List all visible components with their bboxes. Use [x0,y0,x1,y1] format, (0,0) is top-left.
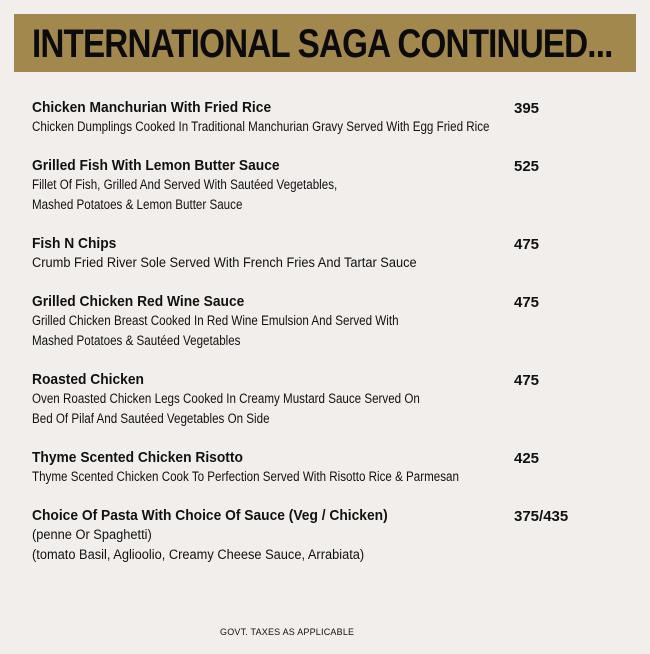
page-title: INTERNATIONAL SAGA CONTINUED... [32,22,613,66]
item-name: Fish N Chips [32,235,117,252]
item-description: (tomato Basil, Aglioolio, Creamy Cheese Sauce, Arrabiata) [32,547,365,562]
title-banner [14,14,636,72]
item-name: Chicken Manchurian With Fried Rice [32,99,272,116]
item-description: Bed Of Pilaf And Sautéed Vegetables On Side [32,411,270,426]
item-price: 475 [514,372,540,389]
item-price: 425 [514,450,540,467]
item-price: 375/435 [514,508,569,525]
item-description: Grilled Chicken Breast Cooked In Red Wine Emulsion And Served With [32,313,399,328]
item-description: Chicken Dumplings Cooked In Traditional Manchurian Gravy Served With Egg Fried Rice [32,119,490,134]
item-description: Mashed Potatoes & Sautéed Vegetables [32,333,241,348]
item-price: 475 [514,236,540,253]
menu-item [32,448,592,487]
item-price: 395 [514,100,540,117]
item-name: Roasted Chicken [32,371,144,388]
item-name: Choice Of Pasta With Choice Of Sauce (Veg / Chicken) [32,507,388,524]
item-description: Oven Roasted Chicken Legs Cooked In Creamy Mustard Sauce Served On [32,391,420,406]
item-description: Crumb Fried River Sole Served With French Fries And Tartar Sauce [32,255,417,270]
item-description: Thyme Scented Chicken Cook To Perfection Served With Risotto Rice & Parmesan [32,469,459,484]
item-price: 525 [514,158,540,175]
item-description: Mashed Potatoes & Lemon Butter Sauce [32,197,243,212]
tax-note: GOVT. TAXES AS APPLICABLE [220,627,355,637]
item-name: Thyme Scented Chicken Risotto [32,449,243,466]
menu-item [32,292,592,351]
menu-list [32,98,592,584]
menu-item [32,98,592,137]
menu-item [32,506,592,565]
item-description: (penne Or Spaghetti) [32,527,152,542]
menu-item [32,370,592,429]
item-name: Grilled Chicken Red Wine Sauce [32,293,245,310]
item-description: Fillet Of Fish, Grilled And Served With Sautéed Vegetables, [32,177,338,192]
item-name: Grilled Fish With Lemon Butter Sauce [32,157,280,174]
item-price: 475 [514,294,540,311]
menu-item [32,156,592,215]
menu-item [32,234,592,273]
